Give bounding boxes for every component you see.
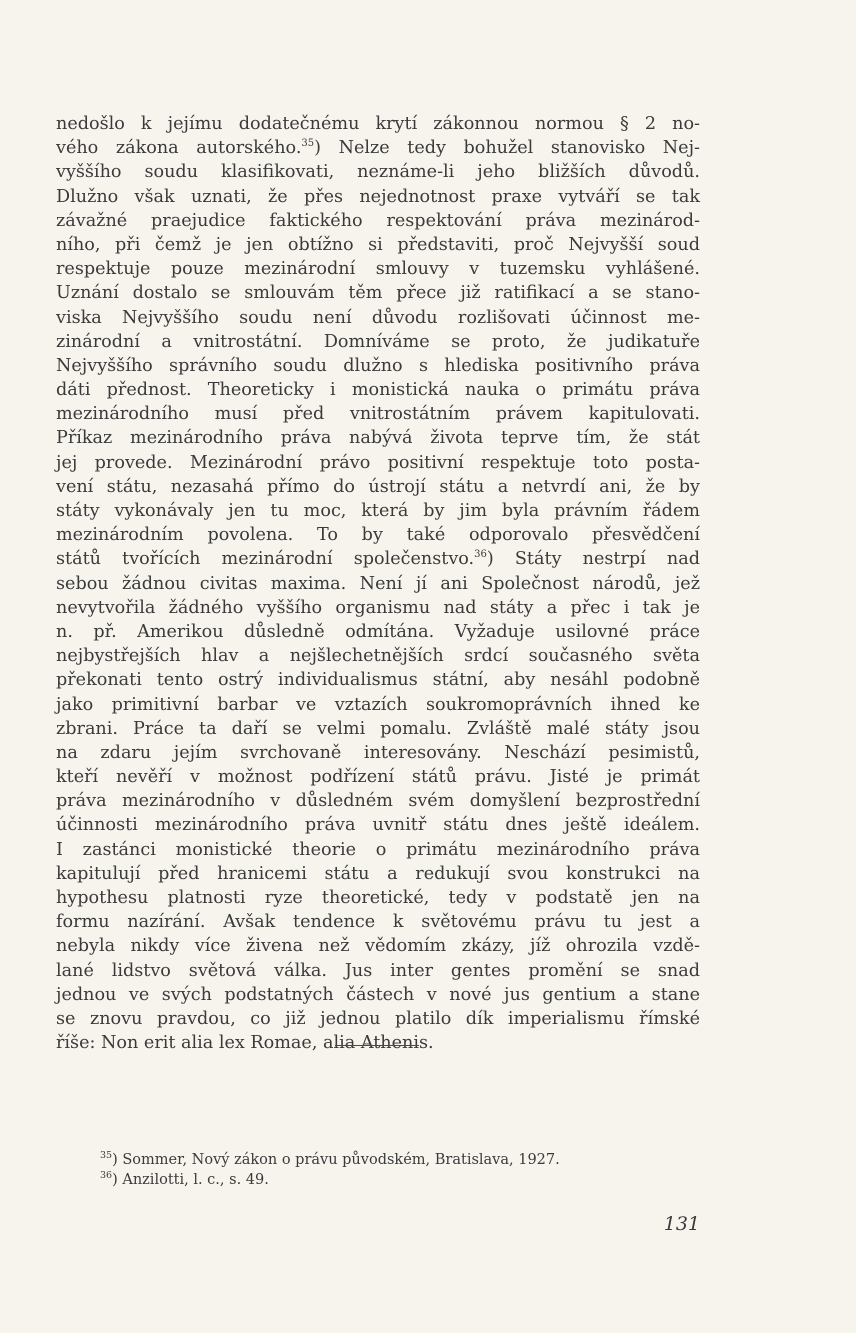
line-text: závažné praejudice faktického respektování práva mezinárod- bbox=[56, 210, 700, 231]
text-line bbox=[56, 838, 700, 862]
text-line bbox=[56, 572, 700, 596]
line-text: Uznání dostalo se smlouvám těm přece již ratifikací a se stano- bbox=[56, 283, 700, 304]
line-text: kteří nevěří v možnost podřízení států právu. Jisté je primát bbox=[56, 767, 700, 788]
line-text: zbrani. Práce ta daří se velmi pomalu. Zvláště malé státy jsou bbox=[56, 718, 700, 739]
line-text-after-reference: ) Nelze tedy bohužel stanovisko Nej- bbox=[314, 138, 700, 159]
line-text: účinnosti mezinárodního práva uvnitř státu dnes ještě ideálem. bbox=[56, 815, 700, 836]
text-line bbox=[56, 596, 700, 620]
text-line bbox=[56, 354, 700, 378]
line-text: Nejvyššího správního soudu dlužno s hlediska positivního práva bbox=[56, 355, 700, 376]
line-text: státy vykonávaly jen tu moc, která by jim byla právním řádem bbox=[56, 501, 700, 521]
text-line bbox=[56, 475, 700, 499]
footnote-mark: 35 bbox=[100, 1150, 113, 1162]
line-text: na zdaru jejím svrchovaně interesovány. Neschází pesimistů, bbox=[56, 742, 700, 763]
line-text: vení státu, nezasahá přímo do ústrojí státu a netvrdí ani, že by bbox=[56, 476, 700, 497]
text-line bbox=[56, 668, 700, 692]
line-text: jako primitivní barbar ve vztazích soukromoprávních ihned ke bbox=[56, 694, 700, 715]
footnote-text: ) Anzilotti, l. c., s. 49. bbox=[112, 1172, 269, 1188]
line-text: lané lidstvo světová válka. Jus inter gentes promění se snad bbox=[56, 960, 700, 981]
line-text: nedošlo k jejímu dodatečnému krytí zákonnou normou § 2 no- bbox=[56, 114, 700, 134]
text-line bbox=[56, 378, 700, 402]
text-line bbox=[56, 789, 700, 813]
text-line bbox=[56, 281, 700, 305]
line-text: práva mezinárodního v důsledném svém domyšlení bezprostřední bbox=[56, 791, 700, 812]
line-text: nejbystřejších hlav a nejšlechetnějších srdcí současného světa bbox=[56, 646, 700, 667]
text-line bbox=[56, 741, 700, 765]
text-line bbox=[56, 523, 700, 547]
text-line bbox=[56, 112, 700, 136]
line-text: mezinárodního musí před vnitrostátním právem kapitulovati. bbox=[56, 404, 700, 425]
text-line bbox=[56, 765, 700, 789]
line-text: dáti přednost. Theoreticky i monistická nauka o primátu práva bbox=[56, 380, 700, 401]
text-line bbox=[56, 160, 700, 184]
footnotes bbox=[100, 1150, 700, 1190]
line-text: jednou ve svých podstatných částech v nové jus gentium a stane bbox=[56, 984, 700, 1005]
line-text: zinárodní a vnitrostátní. Domníváme se proto, že judikatuře bbox=[56, 331, 700, 352]
footnote-reference: 35 bbox=[301, 138, 315, 150]
line-text: sebou žádnou civitas maxima. Není jí ani Společnost národů, jež bbox=[56, 573, 700, 594]
line-text: nevytvořila žádného vyššího organismu nad státy a přec i tak je bbox=[56, 597, 700, 618]
line-text: států tvořících mezinárodní společenstvo. bbox=[56, 549, 475, 570]
body-text bbox=[56, 112, 700, 1055]
text-line bbox=[56, 330, 700, 354]
text-line bbox=[56, 306, 700, 330]
text-line bbox=[56, 620, 700, 644]
text-line bbox=[56, 209, 700, 233]
line-text: mezinárodním povolena. To by také odporovalo přesvědčení bbox=[56, 525, 700, 546]
text-line bbox=[56, 136, 700, 160]
line-text: nebyla nikdy více živena než vědomím zkázy, jíž ohrozila vzdě- bbox=[56, 936, 700, 957]
line-text: kapitulují před hranicemi státu a redukují svou konstrukci na bbox=[56, 863, 700, 884]
text-line bbox=[56, 547, 700, 571]
line-text: se znovu pravdou, co již jednou platilo dík imperialismu římské bbox=[56, 1008, 700, 1029]
footnote-mark: 36 bbox=[100, 1170, 113, 1182]
footnote-separator bbox=[335, 1045, 419, 1046]
footnote-reference: 36 bbox=[474, 549, 487, 561]
line-text: n. př. Amerikou důsledně odmítána. Vyžaduje usilovné práce bbox=[56, 621, 700, 642]
text-line bbox=[56, 185, 700, 209]
text-line bbox=[56, 813, 700, 837]
line-text: vého zákona autorského. bbox=[56, 138, 302, 159]
text-line bbox=[56, 910, 700, 934]
line-text: překonati tento ostrý individualismus státní, aby nesáhl podobně bbox=[56, 670, 700, 691]
text-line bbox=[56, 1031, 700, 1055]
text-line bbox=[56, 862, 700, 886]
text-line bbox=[56, 402, 700, 426]
line-text: vyššího soudu klasifikovati, neznáme-li jeho bližších důvodů. bbox=[56, 162, 700, 183]
text-line bbox=[56, 1007, 700, 1031]
text-line bbox=[56, 959, 700, 983]
line-text: Dlužno však uznati, že přes nejednotnost praxe vytváří se tak bbox=[56, 186, 700, 207]
line-text: hypothesu platnosti ryze theoretické, tedy v podstatě jen na bbox=[56, 888, 700, 908]
line-text-after-reference: ) Státy nestrpí nad bbox=[486, 549, 700, 570]
line-text: ního, při čemž je jen obtížno si představiti, proč Nejvyšší soud bbox=[56, 234, 700, 255]
footnote bbox=[100, 1170, 700, 1190]
text-line bbox=[56, 257, 700, 281]
page-number: 131 bbox=[663, 1213, 700, 1235]
line-text: viska Nejvyššího soudu není důvodu rozlišovati účinnost me- bbox=[56, 307, 700, 328]
line-text: říše: Non erit alia lex Romae, alia Athenis. bbox=[56, 1033, 434, 1054]
text-line bbox=[56, 693, 700, 717]
text-line bbox=[56, 426, 700, 450]
text-line bbox=[56, 233, 700, 257]
text-line bbox=[56, 934, 700, 958]
line-text: Příkaz mezinárodního práva nabývá života teprve tím, že stát bbox=[56, 428, 700, 449]
text-line bbox=[56, 717, 700, 741]
line-text: I zastánci monistické theorie o primátu mezinárodního práva bbox=[56, 839, 700, 860]
line-text: jej provede. Mezinárodní právo positivní respektuje toto posta- bbox=[56, 452, 700, 473]
text-line bbox=[56, 644, 700, 668]
text-line bbox=[56, 451, 700, 475]
text-line bbox=[56, 983, 700, 1007]
text-line bbox=[56, 886, 700, 910]
footnote bbox=[100, 1150, 700, 1170]
line-text: formu nazírání. Avšak tendence k světovému právu tu jest a bbox=[56, 912, 700, 933]
footnote-text: ) Sommer, Nový zákon o právu původském, Bratislava, 1927. bbox=[112, 1152, 560, 1168]
text-line bbox=[56, 499, 700, 523]
line-text: respektuje pouze mezinárodní smlouvy v tuzemsku vyhlášené. bbox=[56, 259, 700, 280]
